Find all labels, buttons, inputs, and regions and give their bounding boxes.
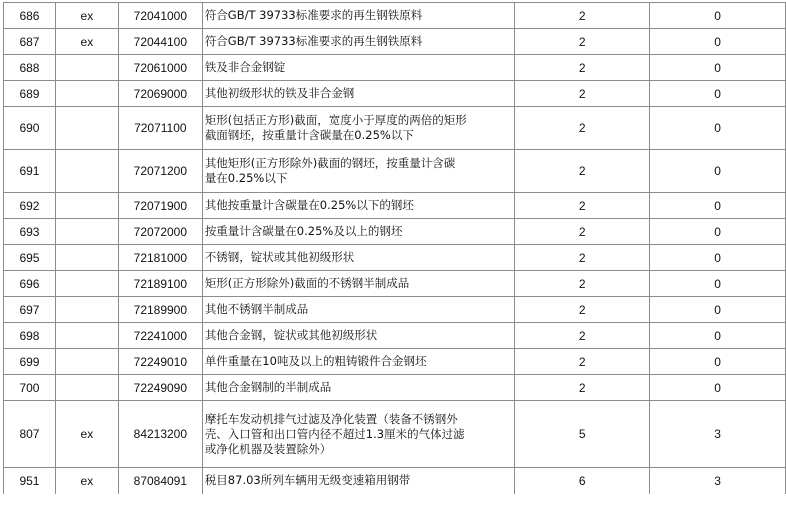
cell-rate-b[interactable]: 3 bbox=[650, 401, 786, 468]
tariff-table bbox=[3, 2, 786, 494]
cell-rate-a[interactable]: 2 bbox=[515, 29, 650, 55]
cell-rate-b[interactable]: 0 bbox=[650, 3, 786, 29]
cell-hs-code[interactable]: 72071100 bbox=[118, 107, 202, 150]
cell-hs-code[interactable]: 72181000 bbox=[118, 245, 202, 271]
table-row[interactable] bbox=[4, 107, 786, 150]
cell-rate-a[interactable]: 2 bbox=[515, 323, 650, 349]
table-row[interactable] bbox=[4, 401, 786, 468]
cell-ex-flag[interactable]: ex bbox=[55, 29, 118, 55]
cell-description[interactable] bbox=[202, 193, 515, 219]
description-line: 税目87.03所列车辆用无级变速箱用钢带 bbox=[204, 473, 411, 488]
cell-serial-no[interactable]: 688 bbox=[4, 55, 56, 81]
description-line: 不锈钢，锭状或其他初级形状 bbox=[204, 250, 355, 264]
cell-hs-code[interactable]: 72189100 bbox=[118, 271, 202, 297]
table-row[interactable] bbox=[4, 81, 786, 107]
description-line: 其他合金钢制的半制成品 bbox=[204, 380, 332, 394]
cell-rate-a[interactable]: 2 bbox=[515, 193, 650, 219]
cell-description[interactable] bbox=[202, 219, 515, 245]
description-line: 其他不锈钢半制成品 bbox=[204, 302, 309, 316]
cell-hs-code[interactable]: 72071900 bbox=[118, 193, 202, 219]
description-line: 其他矩形(正方形除外)截面的钢坯，按重量计含碳 bbox=[204, 156, 456, 170]
cell-rate-a[interactable]: 6 bbox=[515, 468, 650, 494]
cell-ex-flag[interactable] bbox=[55, 81, 118, 107]
cell-description[interactable] bbox=[202, 150, 515, 193]
cell-description[interactable] bbox=[202, 81, 515, 107]
cell-serial-no[interactable]: 697 bbox=[4, 297, 56, 323]
cell-rate-b[interactable]: 0 bbox=[650, 349, 786, 375]
cell-serial-no[interactable]: 700 bbox=[4, 375, 56, 401]
cell-hs-code[interactable]: 72072000 bbox=[118, 219, 202, 245]
cell-description[interactable] bbox=[202, 55, 515, 81]
table-row[interactable] bbox=[4, 323, 786, 349]
cell-description[interactable] bbox=[202, 3, 515, 29]
cell-ex-flag[interactable] bbox=[55, 271, 118, 297]
table-row[interactable] bbox=[4, 219, 786, 245]
cell-rate-a[interactable]: 2 bbox=[515, 219, 650, 245]
cell-rate-b[interactable]: 0 bbox=[650, 193, 786, 219]
description-line: 矩形(包括正方形)截面，宽度小于厚度的两倍的矩形 bbox=[204, 113, 467, 127]
cell-rate-b[interactable]: 0 bbox=[650, 29, 786, 55]
cell-description[interactable] bbox=[202, 107, 515, 150]
cell-hs-code[interactable]: 72071200 bbox=[118, 150, 202, 193]
cell-ex-flag[interactable] bbox=[55, 219, 118, 245]
cell-rate-b[interactable]: 0 bbox=[650, 297, 786, 323]
table-row[interactable] bbox=[4, 245, 786, 271]
cell-serial-no[interactable]: 690 bbox=[4, 107, 56, 150]
cell-ex-flag[interactable]: ex bbox=[55, 468, 118, 494]
cell-hs-code[interactable]: 72189900 bbox=[118, 297, 202, 323]
cell-hs-code[interactable]: 72249010 bbox=[118, 349, 202, 375]
cell-rate-a[interactable]: 2 bbox=[515, 245, 650, 271]
cell-ex-flag[interactable] bbox=[55, 297, 118, 323]
cell-hs-code[interactable]: 84213200 bbox=[118, 401, 202, 468]
cell-description[interactable] bbox=[202, 468, 515, 494]
cell-ex-flag[interactable] bbox=[55, 349, 118, 375]
table-row[interactable] bbox=[4, 468, 786, 494]
description-line: 符合GB/T 39733标准要求的再生钢铁原料 bbox=[204, 8, 423, 22]
cell-rate-a[interactable]: 5 bbox=[515, 401, 650, 468]
cell-description[interactable] bbox=[202, 297, 515, 323]
cell-serial-no[interactable]: 699 bbox=[4, 349, 56, 375]
description-line: 量在0.25%以下 bbox=[204, 171, 288, 185]
cell-ex-flag[interactable] bbox=[55, 245, 118, 271]
cell-description[interactable] bbox=[202, 375, 515, 401]
cell-rate-b[interactable]: 0 bbox=[650, 219, 786, 245]
cell-ex-flag[interactable]: ex bbox=[55, 401, 118, 468]
cell-serial-no[interactable]: 695 bbox=[4, 245, 56, 271]
cell-hs-code[interactable]: 72069000 bbox=[118, 81, 202, 107]
cell-hs-code[interactable]: 72249090 bbox=[118, 375, 202, 401]
table-row[interactable] bbox=[4, 3, 786, 29]
cell-rate-b[interactable]: 0 bbox=[650, 271, 786, 297]
cell-rate-b[interactable]: 0 bbox=[650, 150, 786, 193]
cell-serial-no[interactable]: 698 bbox=[4, 323, 56, 349]
cell-ex-flag[interactable] bbox=[55, 375, 118, 401]
cell-serial-no[interactable]: 807 bbox=[4, 401, 56, 468]
cell-rate-a[interactable]: 2 bbox=[515, 55, 650, 81]
cell-rate-b[interactable]: 0 bbox=[650, 245, 786, 271]
cell-description[interactable] bbox=[202, 323, 515, 349]
cell-rate-a[interactable]: 2 bbox=[515, 297, 650, 323]
cell-serial-no[interactable]: 693 bbox=[4, 219, 56, 245]
description-line: 铁及非合金钢锭 bbox=[204, 60, 286, 74]
cell-rate-b[interactable]: 0 bbox=[650, 81, 786, 107]
description-line: 或净化机器及装置除外） bbox=[204, 441, 332, 456]
table-row[interactable] bbox=[4, 271, 786, 297]
table-row[interactable] bbox=[4, 297, 786, 323]
table-row[interactable] bbox=[4, 193, 786, 219]
cell-rate-a[interactable]: 2 bbox=[515, 150, 650, 193]
cell-rate-a[interactable]: 2 bbox=[515, 107, 650, 150]
cell-ex-flag[interactable]: ex bbox=[55, 3, 118, 29]
cell-ex-flag[interactable] bbox=[55, 150, 118, 193]
cell-description[interactable] bbox=[202, 271, 515, 297]
description-line: 其他初级形状的铁及非合金钢 bbox=[204, 86, 355, 100]
cell-description[interactable] bbox=[202, 401, 515, 468]
description-line: 矩形(正方形除外)截面的不锈钢半制成品 bbox=[204, 276, 410, 290]
table-row[interactable] bbox=[4, 375, 786, 401]
cell-hs-code[interactable]: 72061000 bbox=[118, 55, 202, 81]
cell-rate-a[interactable]: 2 bbox=[515, 271, 650, 297]
cell-hs-code[interactable]: 87084091 bbox=[118, 468, 202, 494]
table-row[interactable] bbox=[4, 150, 786, 193]
cell-description[interactable] bbox=[202, 245, 515, 271]
cell-rate-b[interactable]: 0 bbox=[650, 375, 786, 401]
cell-ex-flag[interactable] bbox=[55, 323, 118, 349]
cell-serial-no[interactable]: 687 bbox=[4, 29, 56, 55]
cell-serial-no[interactable]: 692 bbox=[4, 193, 56, 219]
description-line: 其他按重量计含碳量在0.25%以下的钢坯 bbox=[204, 198, 414, 212]
cell-serial-no[interactable]: 689 bbox=[4, 81, 56, 107]
cell-hs-code[interactable]: 72241000 bbox=[118, 323, 202, 349]
cell-rate-a[interactable]: 2 bbox=[515, 349, 650, 375]
cell-description[interactable] bbox=[202, 29, 515, 55]
cell-ex-flag[interactable] bbox=[55, 55, 118, 81]
cell-rate-b[interactable]: 3 bbox=[650, 468, 786, 494]
table-row[interactable] bbox=[4, 29, 786, 55]
description-line: 符合GB/T 39733标准要求的再生钢铁原料 bbox=[204, 34, 423, 48]
table-row[interactable] bbox=[4, 349, 786, 375]
description-line: 壳、入口管和出口管内径不超过1.3厘米的气体过滤 bbox=[204, 426, 465, 441]
description-line: 按重量计含碳量在0.25%及以上的钢坯 bbox=[204, 224, 403, 238]
description-line: 截面钢坯，按重量计含碳量在0.25%以下 bbox=[204, 128, 414, 142]
table-row[interactable] bbox=[4, 55, 786, 81]
cell-serial-no[interactable]: 691 bbox=[4, 150, 56, 193]
cell-hs-code[interactable]: 72044100 bbox=[118, 29, 202, 55]
cell-rate-b[interactable]: 0 bbox=[650, 107, 786, 150]
cell-serial-no[interactable]: 951 bbox=[4, 468, 56, 494]
cell-hs-code[interactable]: 72041000 bbox=[118, 3, 202, 29]
cell-serial-no[interactable]: 686 bbox=[4, 3, 56, 29]
cell-rate-a[interactable]: 2 bbox=[515, 81, 650, 107]
cell-ex-flag[interactable] bbox=[55, 193, 118, 219]
description-line: 摩托车发动机排气过滤及净化装置（装备不锈钢外 bbox=[204, 411, 458, 426]
cell-description[interactable] bbox=[202, 349, 515, 375]
description-line: 单件重量在10吨及以上的粗铸锻件合金钢坯 bbox=[204, 354, 427, 368]
table-body bbox=[4, 3, 786, 494]
cell-rate-b[interactable]: 0 bbox=[650, 323, 786, 349]
cell-rate-b[interactable]: 0 bbox=[650, 55, 786, 81]
cell-ex-flag[interactable] bbox=[55, 107, 118, 150]
cell-rate-a[interactable]: 2 bbox=[515, 375, 650, 401]
description-line: 其他合金钢，锭状或其他初级形状 bbox=[204, 328, 378, 342]
cell-rate-a[interactable]: 2 bbox=[515, 3, 650, 29]
cell-serial-no[interactable]: 696 bbox=[4, 271, 56, 297]
